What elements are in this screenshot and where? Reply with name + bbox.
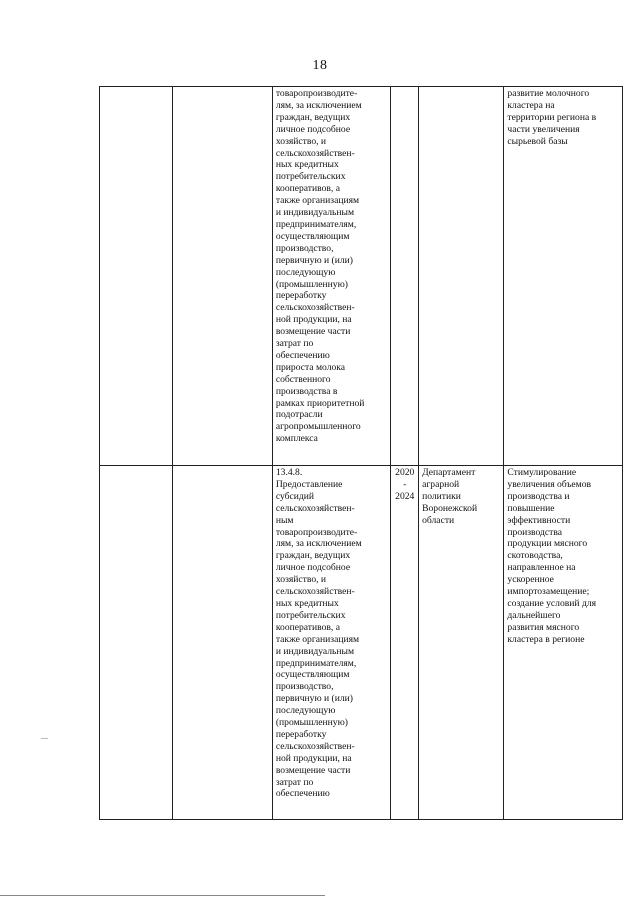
measures-table [99, 86, 623, 820]
text-line: ных кредитных [275, 159, 339, 171]
text-line: затрат по [275, 338, 314, 350]
text-line: области [422, 514, 455, 526]
cell-executor [419, 87, 504, 466]
text-line: - [403, 478, 407, 490]
text-line: личное подсобное [275, 562, 351, 574]
text-line: первичную и (или) [275, 254, 353, 266]
text-line: дальнейшего [507, 609, 561, 621]
text-line: аграрной [422, 478, 460, 490]
text-line: ной продукции, на [275, 314, 352, 326]
text-line: предпринимателям, [275, 657, 357, 669]
text-line: личное подсобное [275, 123, 351, 135]
text-line: возмещение части [275, 326, 351, 338]
text-line: Стимулирование [507, 467, 577, 478]
text-line: первичную и (или) [275, 693, 353, 705]
text-line: граждан, ведущих [275, 111, 351, 123]
text-line: повышение [507, 502, 555, 514]
cell-number [100, 466, 173, 820]
cell-result [504, 466, 623, 820]
text-line: Департамент [422, 467, 476, 478]
text-line: сельскохозяйствен- [275, 147, 355, 159]
cell-number [100, 87, 173, 466]
text-line: лям, за исключением [275, 538, 362, 550]
text-line: производства [507, 526, 563, 538]
text-line: сельскохозяйствен- [275, 302, 355, 314]
text-line: производства в [275, 385, 338, 397]
text-line: кооперативов, а [275, 621, 340, 633]
page-number: 18 [312, 58, 328, 73]
footer-rule [0, 895, 325, 896]
text-line: ных кредитных [275, 597, 339, 609]
text-line: затрат по [275, 776, 314, 788]
text-line: сельскохозяйствен- [275, 586, 355, 598]
text-line: осуществляющим [275, 669, 350, 681]
text-line: товаропроизводите- [275, 88, 358, 99]
text-line: кооперативов, а [275, 183, 340, 195]
text-line: последующую [275, 705, 336, 717]
text-line: сельскохозяйствен- [275, 740, 355, 752]
cell-executor [419, 466, 504, 820]
text-line: кластера на [507, 99, 555, 111]
text-line: производства и [507, 490, 570, 502]
text-line: граждан, ведущих [275, 550, 351, 562]
text-line: скотоводства, [507, 550, 563, 562]
text-line: хозяйство, и [275, 135, 327, 147]
text-line: развитие молочного [507, 88, 590, 99]
cell-measure [272, 466, 391, 820]
text-line: комплекса [275, 433, 318, 445]
text-line: потребительских [275, 609, 346, 621]
text-line: производство, [275, 242, 334, 254]
text-line: подотрасли [275, 409, 323, 421]
text-line: Предоставление [275, 478, 343, 490]
text-line: обеспечению [275, 788, 330, 800]
text-line: осуществляющим [275, 230, 350, 242]
cell-program [173, 466, 273, 820]
text-line: создание условий для [507, 597, 597, 609]
text-line: лям, за исключением [275, 99, 362, 111]
text-line: предпринимателям, [275, 218, 357, 230]
text-line: рамках приоритетной [275, 397, 365, 409]
cell-measure [272, 87, 391, 466]
text-line: субсидий [275, 490, 315, 502]
text-line: продукции мясного [507, 538, 588, 550]
cell-years [391, 466, 419, 820]
text-line: и индивидуальным [275, 207, 355, 219]
text-line: также организациям [275, 195, 360, 207]
text-line: ной продукции, на [275, 752, 352, 764]
text-line: хозяйство, и [275, 574, 327, 586]
text-line: товаропроизводите- [275, 526, 358, 538]
text-line: эффективности [507, 514, 571, 526]
text-line: 2020 [395, 467, 415, 478]
text-line: 13.4.8. [275, 467, 303, 478]
margin-mark [41, 738, 48, 739]
text-line: политики [422, 490, 461, 502]
text-line: части увеличения [507, 123, 580, 135]
text-line: сырьевой базы [507, 135, 568, 147]
text-line: кластера в регионе [507, 633, 585, 645]
text-line: собственного [275, 373, 331, 385]
text-line: увеличения объемов [507, 478, 592, 490]
text-line: возмещение части [275, 764, 351, 776]
table-row [100, 466, 623, 820]
text-line: ускоренное [507, 574, 554, 586]
text-line: развития мясного [507, 621, 580, 633]
text-line: (промышленную) [275, 717, 348, 729]
text-line: переработку [275, 290, 327, 302]
text-line: Воронежской [422, 502, 478, 514]
text-line: направленное на [507, 562, 576, 574]
text-line: последующую [275, 266, 336, 278]
cell-years [391, 87, 419, 466]
text-line: и индивидуальным [275, 645, 355, 657]
text-line: прироста молока [275, 361, 346, 373]
text-line: производство, [275, 681, 334, 693]
table-row [100, 87, 623, 466]
text-line: 2024 [395, 490, 415, 502]
text-line: потребительских [275, 171, 346, 183]
cell-result [504, 87, 623, 466]
text-line: территории региона в [507, 111, 597, 123]
text-line: также организациям [275, 633, 360, 645]
text-line: (промышленную) [275, 278, 348, 290]
text-line: сельскохозяйствен- [275, 502, 355, 514]
text-line: агропромышленного [275, 421, 361, 433]
text-line: ным [275, 514, 294, 526]
text-line: переработку [275, 728, 327, 740]
text-line: импортозамещение; [507, 586, 590, 598]
text-line: обеспечению [275, 349, 330, 361]
cell-program [173, 87, 273, 466]
